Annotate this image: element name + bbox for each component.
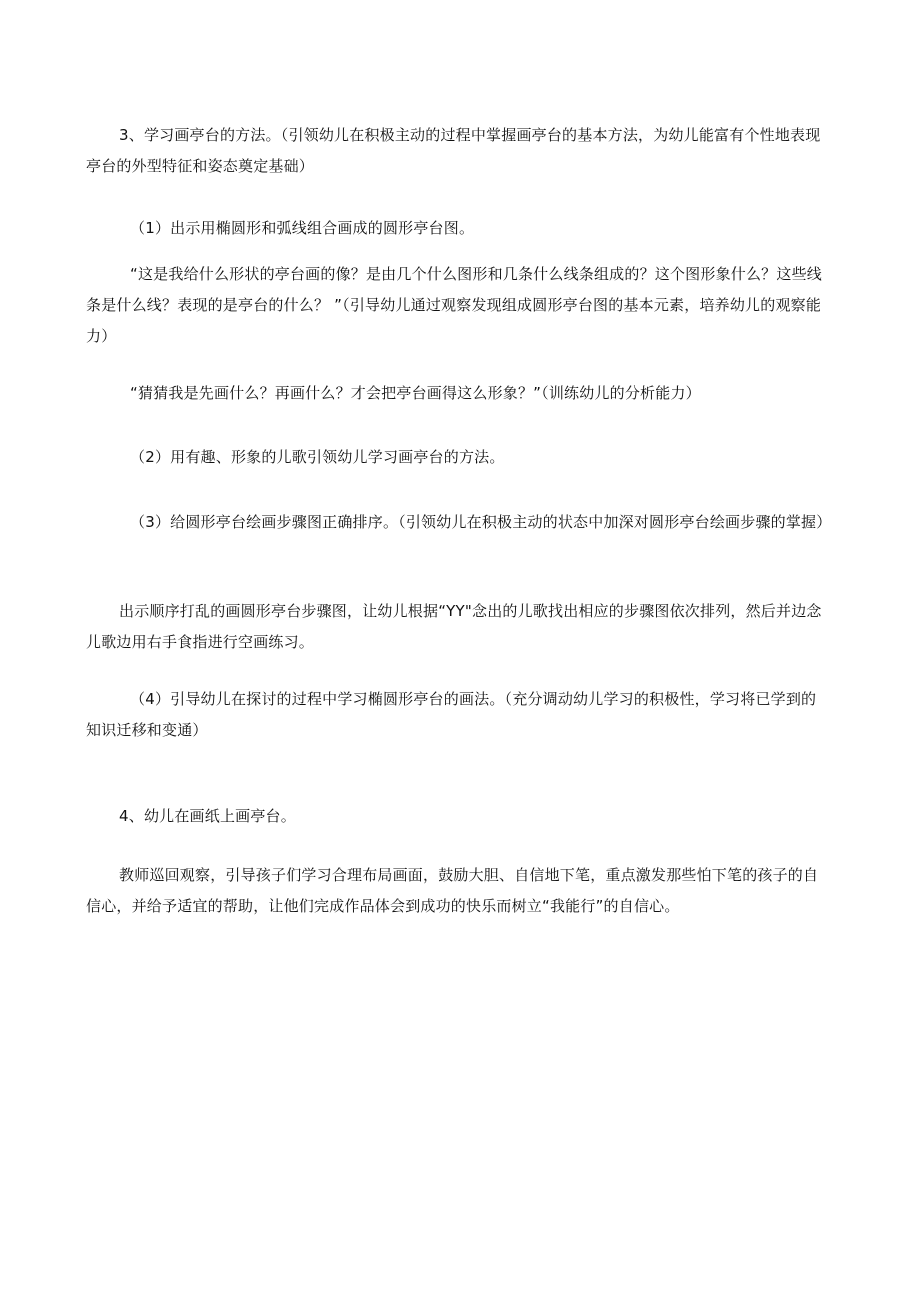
paragraph-sub-4: （4）引导幼儿在探讨的过程中学习椭圆形亭台的画法。（充分调动幼儿学习的积极性，学习将已学到的知识迁移和变通）	[86, 690, 817, 739]
paragraph-sub-3: （3）给圆形亭台绘画步骤图正确排序。（引领幼儿在积极主动的状态中加深对圆形亭台绘画步骤的掌握）	[130, 513, 832, 531]
paragraph-question-1: “这是我给什么形状的亭台画的像？是由几个什么图形和几条什么线条组成的？这个图形象什么？这些线条是什么线？表现的是亭台的什么？ ”（引导幼儿通过观察发现组成圆形亭台图的基本元素，培养幼儿的观察能力）	[86, 265, 822, 345]
paragraph-sub-1: （1）出示用椭圆形和弧线组合画成的圆形亭台图。	[130, 219, 475, 237]
paragraph-sub-2: （2）用有趣、形象的儿歌引领幼儿学习画亭台的方法。	[130, 448, 505, 466]
paragraph-steps-practice: 出示顺序打乱的画圆形亭台步骤图，让幼儿根据“YY"念出的儿歌找出相应的步骤图依次排列，然后并边念儿歌边用右手食指进行空画练习。	[86, 602, 822, 651]
paragraph-step-4: 4、幼儿在画纸上画亭台。	[119, 807, 296, 825]
paragraph-question-2: “猜猜我是先画什么？再画什么？才会把亭台画得这么形象？”（训练幼儿的分析能力）	[130, 384, 701, 402]
paragraph-step-3: 3、学习画亭台的方法。（引领幼儿在积极主动的过程中掌握画亭台的基本方法，为幼儿能富有个性地表现亭台的外型特征和姿态奠定基础）	[86, 126, 821, 175]
paragraph-teacher-observation: 教师巡回观察，引导孩子们学习合理布局画面，鼓励大胆、自信地下笔，重点激发那些怕下笔的孩子的自信心，并给予适宜的帮助，让他们完成作品体会到成功的快乐而树立“我能行”的自信心。	[86, 866, 819, 915]
